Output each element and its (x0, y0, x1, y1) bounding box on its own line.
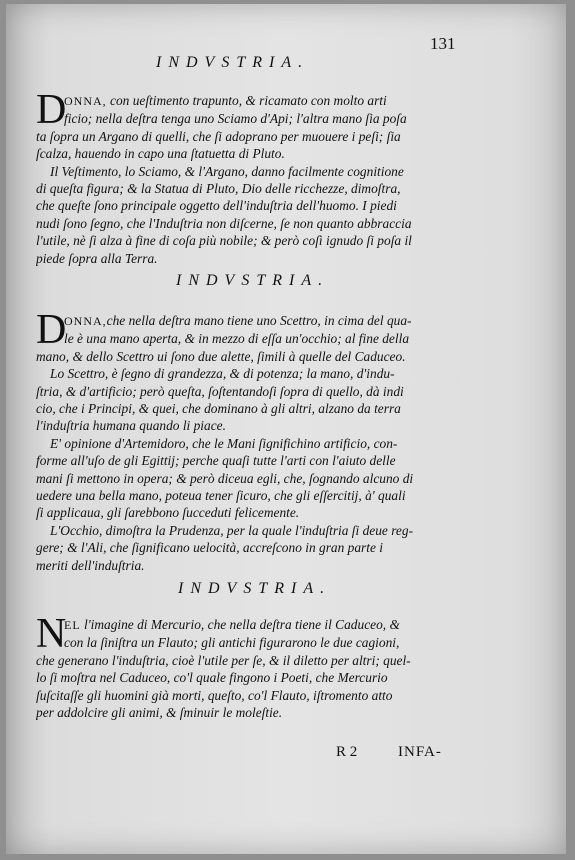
small-caps: EL (64, 618, 81, 632)
catchword: INFA- (398, 744, 442, 760)
section-body-1 (36, 87, 492, 267)
text-line: mani ſi mettono in opera; & però diceua egli, che, ſognando alcuno di (36, 470, 414, 486)
signature-mark: R 2 (336, 744, 358, 760)
text-line: ta ſopra un Argano di quelli, che ſi adoprano per muouere i peſi; ſia (36, 128, 401, 144)
text-line: EL l'imagine di Mercurio, che nella deſtra tiene il Caduceo, & (64, 617, 400, 632)
text-line: per addolcire gli animi, & ſminuir le moleſtie. (36, 705, 283, 721)
section-title-2: INDVSTRIA. (176, 272, 330, 289)
text-line: lo ſi moſtra nel Caduceo, co'l quale fingono i Poeti, che Mercurio (36, 670, 388, 686)
text-line: l'utile, nè ſi alza à fine di coſa più nobile; & però coſì ignudo ſi poſa il (36, 233, 412, 249)
text-line: Lo Scettro, è ſegno di grandezza, & di potenza; la mano, d'indu- (50, 366, 395, 382)
drop-cap: D (36, 307, 67, 353)
text-line: nudi ſono ſegno, che l'Induſtria non diſcerne, ſe non quanto abbraccia (36, 215, 412, 231)
text-line: Il Veſtimento, lo Sciamo, & l'Argano, danno facilmente cognitione (50, 163, 404, 179)
section-title-1: INDVSTRIA. (156, 54, 310, 71)
drop-cap-paragraph (36, 611, 492, 657)
text-line: che generano l'induſtria, cioè l'utile per ſe, & il diletto per altri; quel- (36, 652, 411, 668)
text-line: piede ſopra alla Terra. (36, 250, 158, 266)
text-line: mano, & dello Scettro ui ſono due alette, ſimili à quelle del Caduceo. (36, 348, 406, 364)
text-line: le è una mano aperta, & in mezzo di eſſa un'occhio; al fine della (64, 331, 410, 347)
drop-cap: D (36, 87, 67, 133)
book-page (6, 4, 566, 854)
section-title-3: INDVSTRIA. (178, 580, 332, 597)
text-line: che queſte ſono principale oggetto dell'induſtria dell'huomo. I piedi (36, 198, 397, 214)
small-caps: ONNA, (64, 94, 107, 108)
text-line: con la ſiniſtra un Flauto; gli antichi figurarono le due cagioni, (64, 635, 400, 651)
text-line: cio, che i Principi, & quei, che dominano à gli altri, alzano da terra (36, 401, 401, 417)
text-line: l'induſtria humana quando li piace. (36, 418, 226, 434)
text-line: gere; & l'Ali, che ſignificano uelocità, accreſcono in gran parte i (36, 540, 383, 556)
text-line: uedere una bella mano, poteua tener ſicuro, che gli eſſercitij, à' quali (36, 488, 406, 504)
section-body-2 (36, 307, 492, 574)
text-line: ſuſcitaſſe gli huomini già morti, queſto, co'l Flauto, iſtromento atto (36, 687, 393, 703)
text-line: di queſta figura; & la Statua di Pluto, Dio delle ricchezze, dimoſtra, (36, 181, 401, 197)
text-line: L'Occhio, dimoſtra la Prudenza, per la quale l'induſtria ſi deue reg- (50, 522, 414, 538)
text-line: meriti dell'induſtria. (36, 557, 145, 573)
text-line: ONNA,che nella deſtra mano tiene uno Scettro, in cima del qua- (64, 313, 412, 328)
drop-cap-paragraph (36, 307, 492, 353)
text-line: ſtria, & d'artificio; però queſta, ſoſtentandoſi ſopra di quello, dà indi (36, 383, 404, 399)
drop-cap-paragraph (36, 87, 492, 133)
text-line: ficio; nella deſtra tenga uno Sciamo d'Api; l'altra mano ſia poſa (64, 111, 407, 127)
small-caps: ONNA, (64, 314, 107, 328)
text-line: ONNA, con ueſtimento trapunto, & ricamato con molto arti (64, 93, 387, 108)
page-number: 131 (430, 34, 456, 53)
text-line: ſcalza, hauendo in capo una ſtatuetta di Pluto. (36, 146, 285, 162)
section-body-3 (36, 611, 492, 721)
text-line: ſi applicaua, gli ſarebbono ſucceduti felicemente. (36, 505, 300, 521)
drop-cap: N (36, 611, 67, 657)
text-line: E' opinione d'Artemidoro, che le Mani ſignifichino artificio, con- (50, 435, 398, 451)
text-line: forme all'uſo de gli Egittij; perche quaſi tutte l'arti con l'aiuto delle (36, 453, 396, 469)
